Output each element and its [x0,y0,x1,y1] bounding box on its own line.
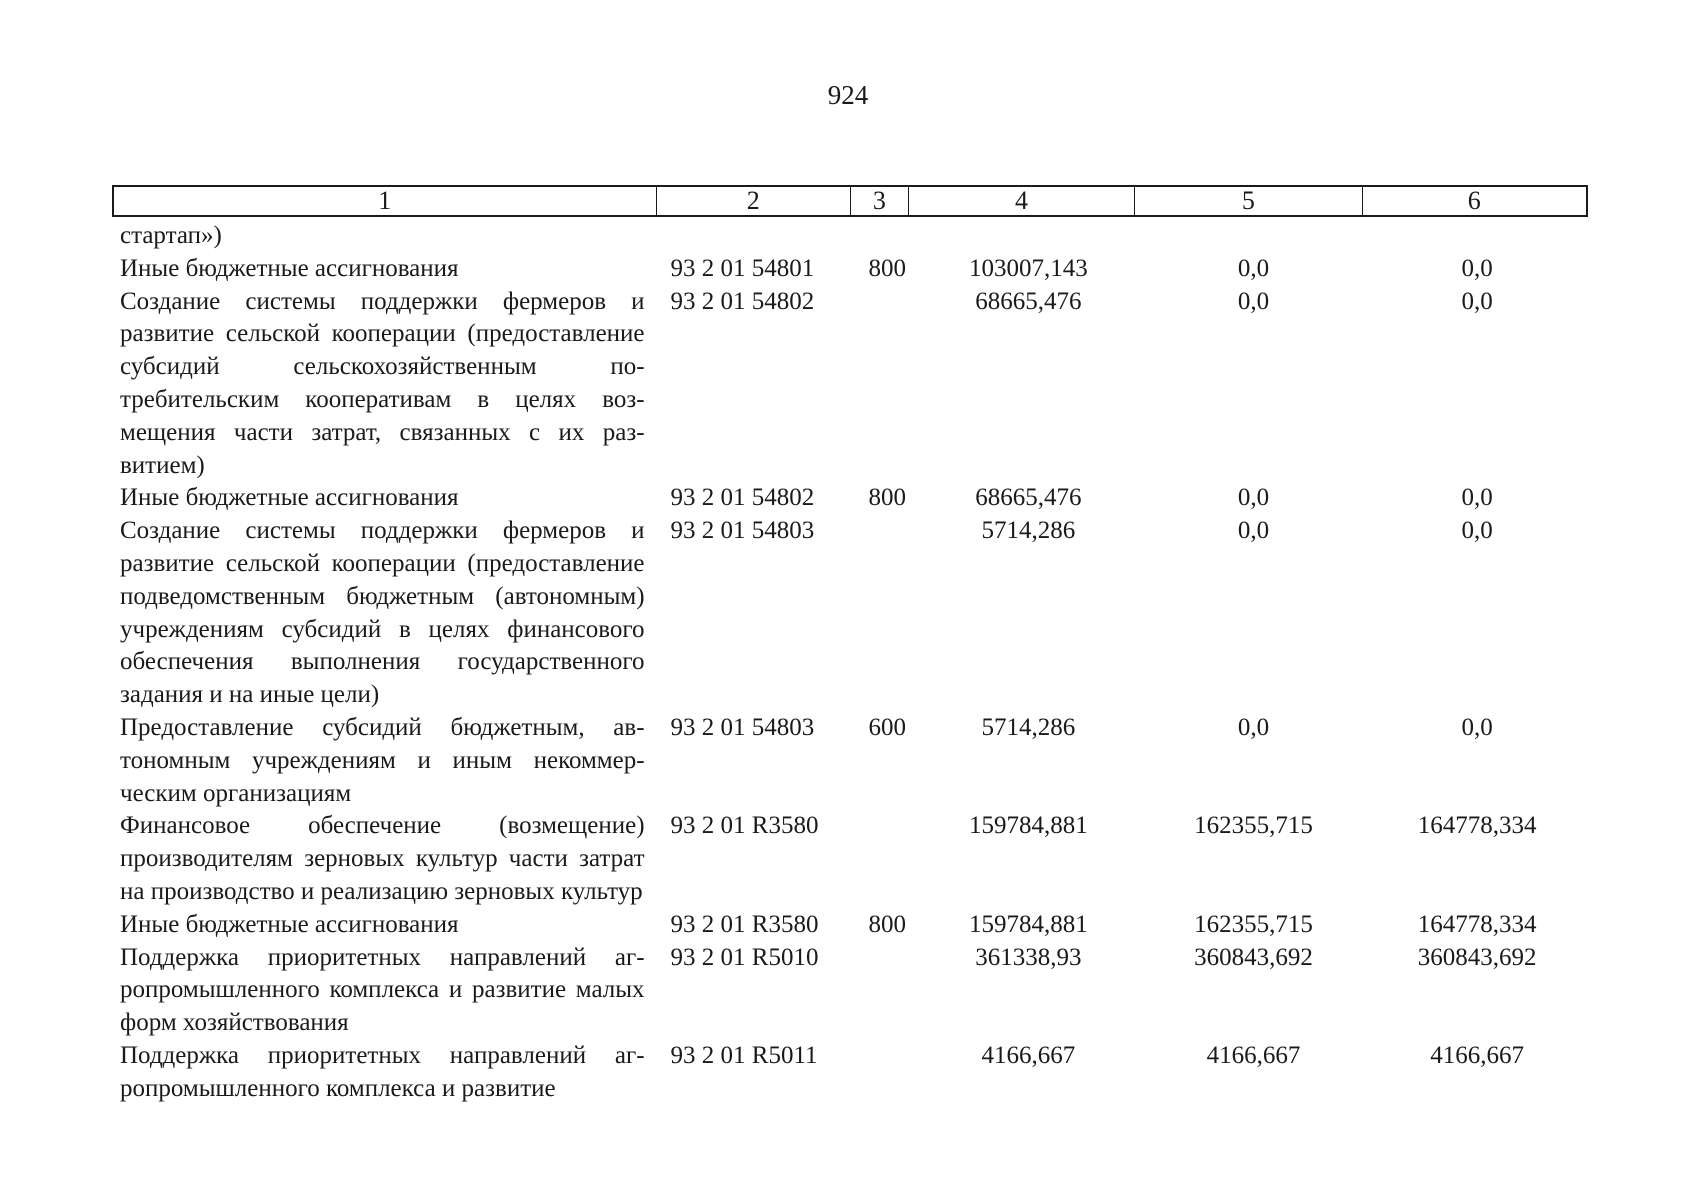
row-value-5: 162355,715 [1194,910,1313,938]
row-code: 93 2 01 54801 [670,254,815,282]
table-row [120,942,1588,1040]
row-value-4: 159784,881 [968,910,1088,938]
row-code: 93 2 01 R5010 [670,943,819,971]
header-col-1: 1 [114,187,657,215]
header-col-6: 6 [1467,186,1481,215]
table-row [120,909,1588,942]
table-row [120,286,1588,483]
row-value-4: 103007,143 [968,254,1088,282]
row-code: 93 2 01 54803 [670,517,815,545]
row-description: Иные бюджетные ассигнования [120,484,459,512]
header-col-4: 4 [909,187,1135,215]
row-value-4: 68665,476 [975,287,1082,315]
row-type: 600 [868,713,907,741]
table-header [112,185,1588,217]
row-value-5: 162355,715 [1194,812,1313,840]
row-code: 93 2 01 R3580 [670,812,819,840]
row-description: Поддержка приоритетных направлений агропромышленного комплекса и развитие малых форм хозяйствования [120,943,645,1037]
row-type: 800 [868,254,907,282]
row-value-6: 0,0 [1461,484,1493,512]
row-value-5: 0,0 [1237,287,1270,315]
table-row [120,515,1588,712]
row-value-4: 159784,881 [968,812,1088,840]
row-value-4: 361338,93 [975,943,1082,971]
header-col-3: 3 [851,187,909,215]
row-value-4: 68665,476 [975,484,1082,512]
row-value-6: 0,0 [1461,517,1493,545]
row-value-5: 4166,667 [1206,1041,1301,1069]
row-code: 93 2 01 R5011 [670,1041,818,1069]
row-value-5: 0,0 [1237,517,1270,545]
header-col-5: 5 [1135,187,1362,215]
row-value-6: 0,0 [1461,713,1493,741]
header-col-2: 2 [657,187,851,215]
table-row [120,1040,1588,1106]
row-code: 93 2 01 R3580 [670,910,819,938]
row-description: Поддержка приоритетных направлений агропромышленного комплекса и развитие [120,1041,645,1102]
row-value-6: 360843,692 [1417,943,1537,971]
row-description: Предоставление субсидий бюджетным, автономным учреждениям и иным некоммерческим организациям [120,713,645,807]
row-value-6: 4166,667 [1430,1041,1525,1069]
row-description: Создание системы поддержки фермеров и развитие сельской кооперации (предоставление субсидий сельскохозяйственным потребительским кооперативам в целях возмещения части затрат, связанных с их развитием) [120,287,645,479]
table-row [120,220,1588,253]
row-value-4: 5714,286 [981,517,1076,545]
table-row [120,253,1588,286]
row-value-6: 0,0 [1461,254,1493,282]
row-description: Иные бюджетные ассигнования [120,254,459,282]
row-description: Финансовое обеспечение (возмещение) производителям зерновых культур части затрат на производство и реализацию зерновых культур [120,812,645,905]
row-code: 93 2 01 54802 [670,484,815,512]
row-description: Иные бюджетные ассигнования [120,910,459,938]
row-description: стартап») [120,222,222,249]
row-code: 93 2 01 54803 [670,713,815,741]
table-body [120,220,1588,1106]
table-row [120,810,1588,908]
row-value-6: 164778,334 [1417,910,1537,938]
row-value-5: 0,0 [1237,484,1270,512]
row-value-4: 5714,286 [981,713,1076,741]
row-value-4: 4166,667 [981,1041,1076,1069]
row-type: 800 [868,484,907,512]
row-value-5: 0,0 [1237,254,1270,282]
row-type: 800 [868,910,907,938]
row-description: Создание системы поддержки фермеров и развитие сельской кооперации (предоставление подведомственным бюджетным (автономным) учреждениям субсидий в целях финансового обеспечения выполнения государственного задания и на иные цели) [120,517,645,709]
row-value-5: 0,0 [1237,713,1270,741]
row-code: 93 2 01 54802 [670,287,815,315]
page-number: 924 [827,80,869,110]
row-value-5: 360843,692 [1194,943,1313,971]
table-row [120,482,1588,515]
table-row [120,712,1588,810]
row-value-6: 0,0 [1461,287,1493,315]
row-value-6: 164778,334 [1417,812,1537,840]
